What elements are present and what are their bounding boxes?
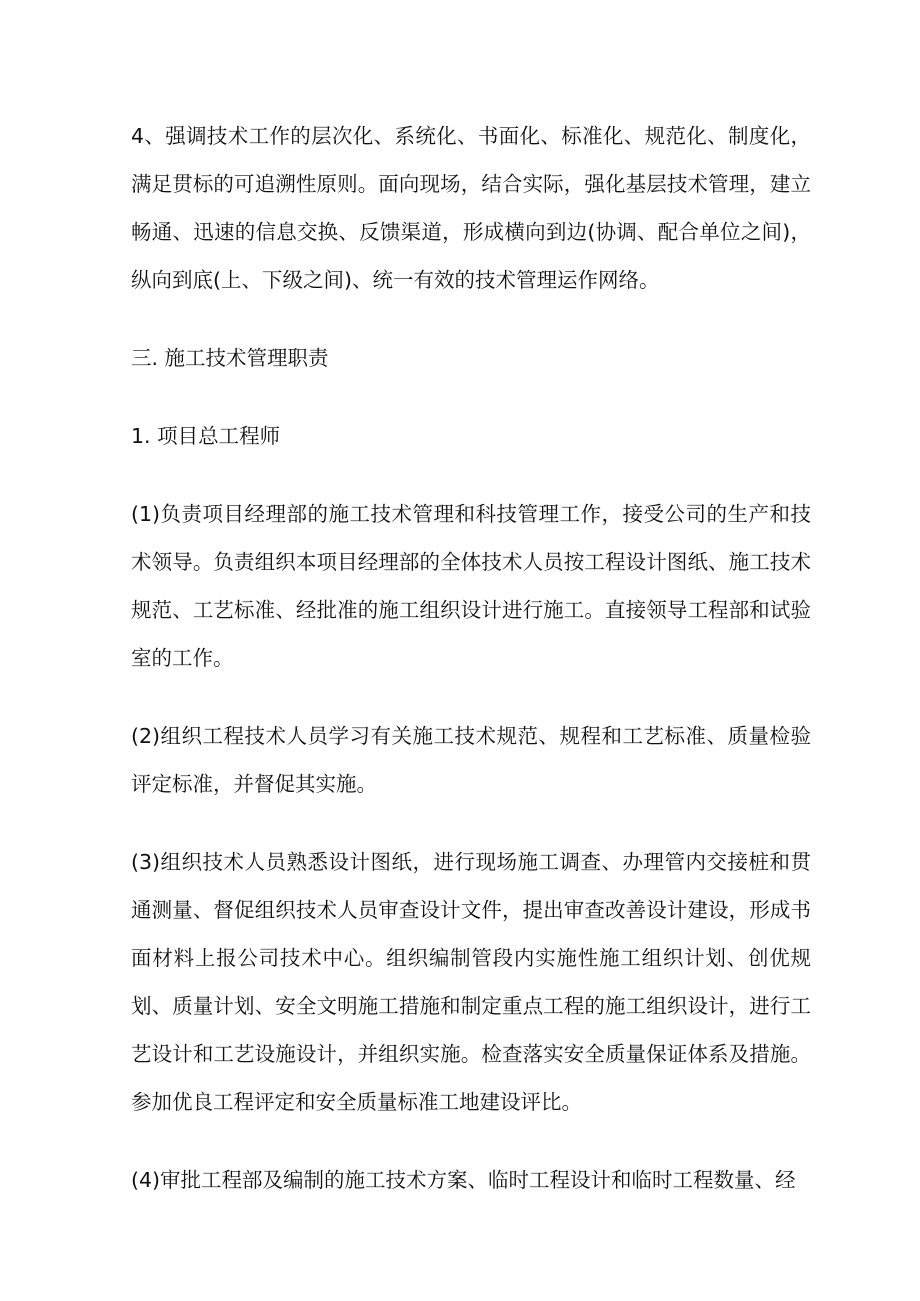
paragraph-duty-2: (2)组织工程技术人员学习有关施工技术规范、规程和工艺标准、质量检验评定标准，并督促其实施。 <box>131 724 811 796</box>
paragraph-duty-4: (4)审批工程部及编制的施工技术方案、临时工程设计和临时工程数量、经 <box>131 1168 796 1192</box>
subsection-heading-chief-engineer: 1. 项目总工程师 <box>131 424 281 448</box>
document-body <box>131 112 811 1234</box>
paragraph-duty-1: (1)负责项目经理部的施工技术管理和科技管理工作，接受公司的生产和技术领导。负责组织本项目经理部的全体技术人员按工程设计图纸、施工技术规范、工艺标准、经批准的施工组织设计进行施工。直接领导工程部和试验室的工作。 <box>131 502 811 670</box>
section-heading-responsibilities: 三. 施工技术管理职责 <box>131 346 329 370</box>
paragraph-principle-4: 4、强调技术工作的层次化、系统化、书面化、标准化、规范化、制度化，满足贯标的可追溯性原则。面向现场，结合实际，强化基层技术管理，建立畅通、迅速的信息交换、反馈渠道，形成横向到边(协调、配合单位之间)，纵向到底(上、下级之间)、统一有效的技术管理运作网络。 <box>131 124 811 292</box>
paragraph-duty-3: (3)组织技术人员熟悉设计图纸，进行现场施工调查、办理管内交接桩和贯通测量、督促组织技术人员审查设计文件，提出审查改善设计建设，形成书面材料上报公司技术中心。组织编制管段内实施性施工组织计划、创优规划、质量计划、安全文明施工措施和制定重点工程的施工组织设计，进行工艺设计和工艺设施设计，并组织实施。检查落实安全质量保证体系及措施。参加优良工程评定和安全质量标准工地建设评比。 <box>131 850 811 1114</box>
